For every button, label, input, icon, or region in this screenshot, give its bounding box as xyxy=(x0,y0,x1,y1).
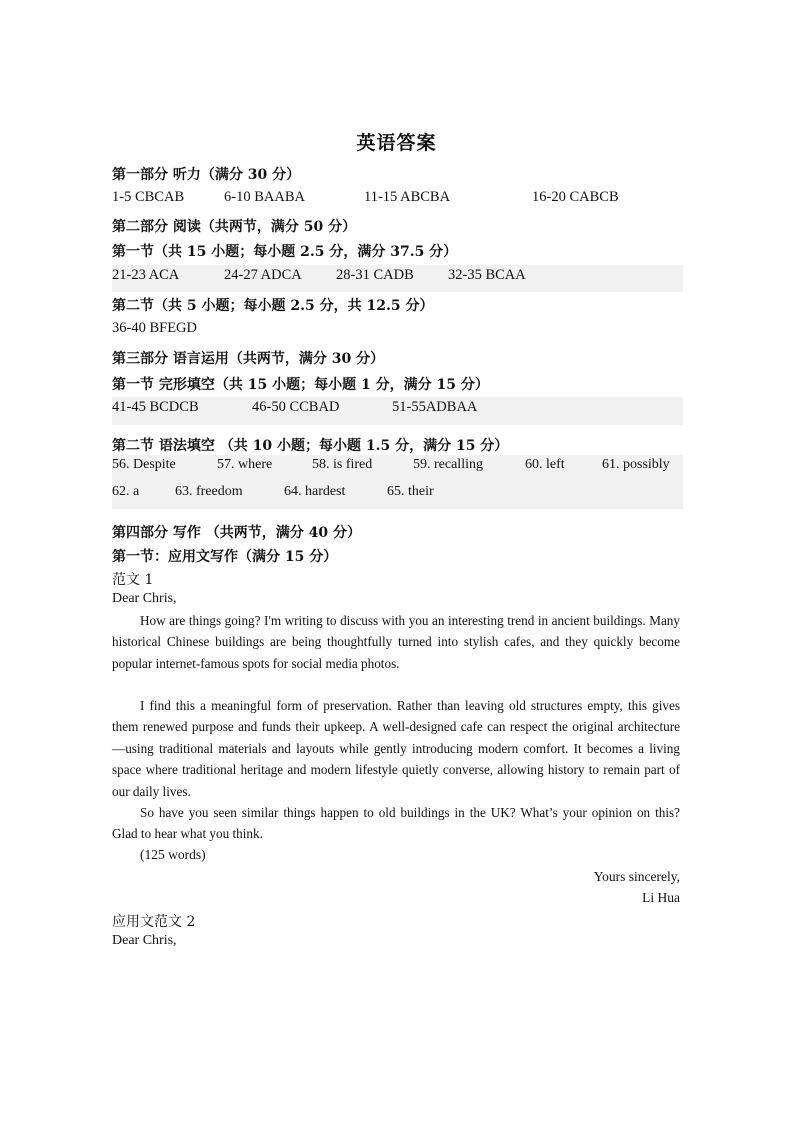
sample1-word-count: (125 words) xyxy=(140,847,206,862)
sample1-label: 范文 1 xyxy=(112,572,154,588)
grammar-answer: 56. Despite xyxy=(112,457,176,472)
grammar-answer: 57. where xyxy=(217,457,273,472)
answer-group: 11-15 ABCBA xyxy=(364,189,451,205)
answer-group: 36-40 BFEGD xyxy=(112,320,197,336)
part3-heading: 第三部分 语言运用（共两节，满分 30 分） xyxy=(112,351,385,367)
answer-group: 1-5 CBCAB xyxy=(112,189,185,205)
grammar-answer: 62. a xyxy=(112,484,140,499)
grammar-answer: 63. freedom xyxy=(175,484,243,499)
answer-group: 32-35 BCAA xyxy=(448,267,526,283)
sample1-paragraph-3: So have you seen similar things happen to old buildings in the UK? What’s your opinion on this? Glad to hear what you think. xyxy=(112,805,680,842)
answer-group: 41-45 BCDCB xyxy=(112,399,199,415)
answer-group: 28-31 CADB xyxy=(336,267,414,283)
page-title: 英语答案 xyxy=(356,132,437,154)
part2-section2-heading: 第二节（共 5 小题；每小题 2.5 分，共 12.5 分） xyxy=(112,298,434,314)
grammar-answer: 58. is fired xyxy=(312,457,373,472)
grammar-answer: 64. hardest xyxy=(284,484,346,499)
part1-heading: 第一部分 听力（满分 30 分） xyxy=(112,167,301,183)
sample1-greeting: Dear Chris, xyxy=(112,591,177,606)
sample1-closing: Yours sincerely, xyxy=(593,869,680,884)
answer-group: 21-23 ACA xyxy=(112,267,180,283)
part3-section1-heading: 第一节 完形填空（共 15 小题；每小题 1 分，满分 15 分） xyxy=(112,377,489,393)
answer-group: 6-10 BAABA xyxy=(224,189,305,205)
sample1-signature: Li Hua xyxy=(642,890,680,905)
grammar-answer: 59. recalling xyxy=(413,457,483,472)
answer-group: 24-27 ADCA xyxy=(224,267,302,283)
grammar-answer: 60. left xyxy=(525,457,565,472)
grammar-answer: 65. their xyxy=(387,484,434,499)
answer-row-shade xyxy=(112,455,683,509)
part3-section2-heading: 第二节 语法填空 （共 10 小题；每小题 1.5 分，满分 15 分） xyxy=(112,438,509,454)
part2-heading: 第二部分 阅读（共两节，满分 50 分） xyxy=(112,219,357,235)
sample1-paragraph-1: How are things going? I'm writing to discuss with you an interesting trend in ancient buildings. Many historical Chinese buildings are being thoughtfully turned into stylish cafes, and they quickly become popular internet-famous spots for social media photos. xyxy=(112,613,680,671)
part4-heading: 第四部分 写作 （共两节，满分 40 分） xyxy=(112,525,361,541)
answer-group: 16-20 CABCB xyxy=(532,189,619,205)
part2-section1-heading: 第一节（共 15 小题；每小题 2.5 分，满分 37.5 分） xyxy=(112,244,458,260)
part4-section1-heading: 第一节：应用文写作（满分 15 分） xyxy=(112,549,338,565)
grammar-answer: 61. possibly xyxy=(602,457,670,472)
sample2-greeting: Dear Chris, xyxy=(112,933,177,948)
answer-group: 51-55ADBAA xyxy=(392,399,478,415)
answer-group: 46-50 CCBAD xyxy=(252,399,340,415)
sample1-paragraph-2: I find this a meaningful form of preservation. Rather than leaving old structures empty, this gives them renewed purpose and funds their upkeep. A well-designed cafe can respect the original architecture —using traditional materials and layouts while gently introducing modern comfort. It becomes a living space where traditional heritage and modern lifestyle quietly converse, allowing history to remain part of our daily lives. xyxy=(112,698,680,799)
sample2-label: 应用文范文 2 xyxy=(112,914,196,930)
